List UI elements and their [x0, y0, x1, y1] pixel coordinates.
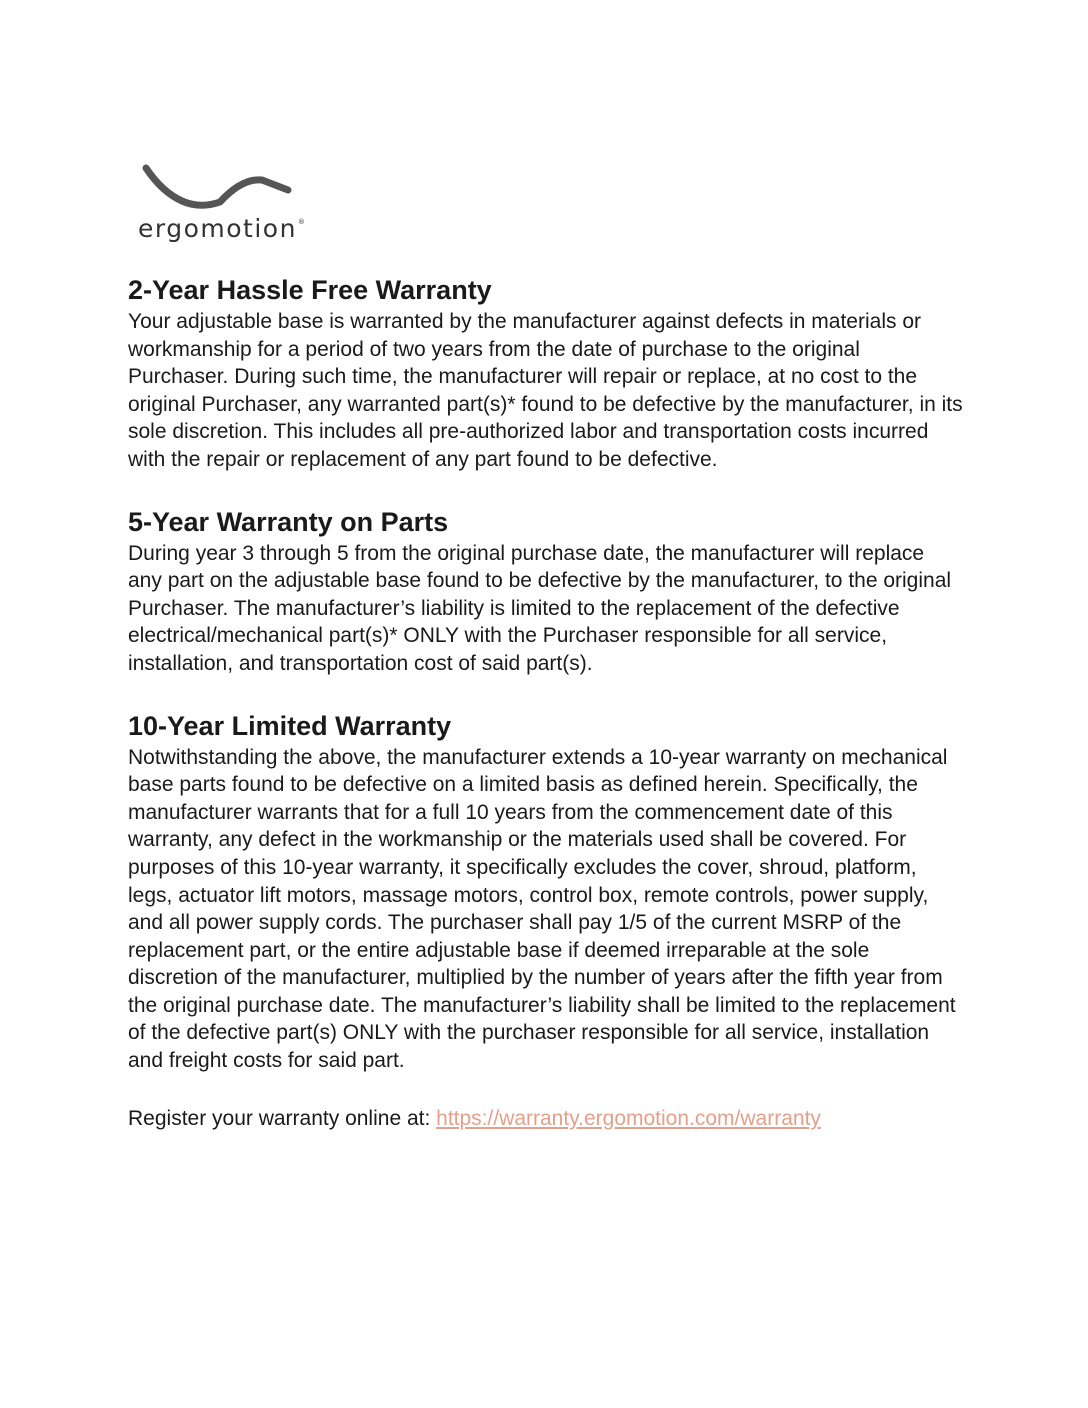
- register-line: [128, 1105, 963, 1133]
- warranty-document: [128, 272, 963, 1133]
- section-2-year-warranty: [128, 272, 963, 474]
- section-body: Your adjustable base is warranted by the manufacturer against defects in materials or workmanship for a period of two years from the date of purchase to the original Purchaser. During such time, the manufacturer will repair or replace, at no cost to the original Purchaser, any warranted part(s)* found to be defective by the manufacturer, in its sole discretion. This includes all pre-authorized labor and transportation costs incurred with the repair or replacement of any part found to be defective.: [128, 310, 963, 471]
- ergomotion-logo: [132, 152, 322, 252]
- brand-wordmark: ergomotion: [138, 214, 297, 243]
- register-link[interactable]: https://warranty.ergomotion.com/warranty: [436, 1106, 821, 1130]
- register-label: Register your warranty online at:: [128, 1106, 437, 1130]
- section-title: 2-Year Hassle Free Warranty: [128, 275, 492, 305]
- brand-name: [138, 214, 305, 243]
- section-10-year-warranty: [128, 708, 963, 1075]
- section-title: 5-Year Warranty on Parts: [128, 506, 449, 537]
- adjustable-base-logo-icon: [138, 160, 298, 212]
- section-title: 10-Year Limited Warranty: [128, 710, 452, 741]
- section-body: Notwithstanding the above, the manufacturer extends a 10-year warranty on mechanical base parts found to be defective on a limited basis as defined herein. Specifically, the manufacturer warrants that for a full 10 years from the commencement date of this warranty, any defect in the workmanship or the materials used shall be covered. For purposes of this 10-year warranty, it specifically excludes the cover, shroud, platform, legs, actuator lift motors, massage motors, control box, remote controls, power supply, and all power supply cords. The purchaser shall pay 1/5 of the current MSRP of the replacement part, or the entire adjustable base if deemed irreparable at the sole discretion of the manufacturer, multiplied by the number of years after the fifth year from the original purchase date. The manufacturer’s liability shall be limited to the replacement of the defective part(s) ONLY with the purchaser responsible for all service, installation and freight costs for said part.: [128, 745, 956, 1073]
- section-5-year-warranty: [128, 504, 963, 678]
- section-body: During year 3 through 5 from the original purchase date, the manufacturer will replace any part on the adjustable base found to be defective by the manufacturer, to the original Purchaser. The manufacturer’s liability is limited to the replacement of the defective electrical/mechanical part(s)* ONLY with the Purchaser responsible for all service, installation, and transportation cost of said part(s).: [128, 541, 952, 675]
- registered-mark: ®: [297, 218, 305, 226]
